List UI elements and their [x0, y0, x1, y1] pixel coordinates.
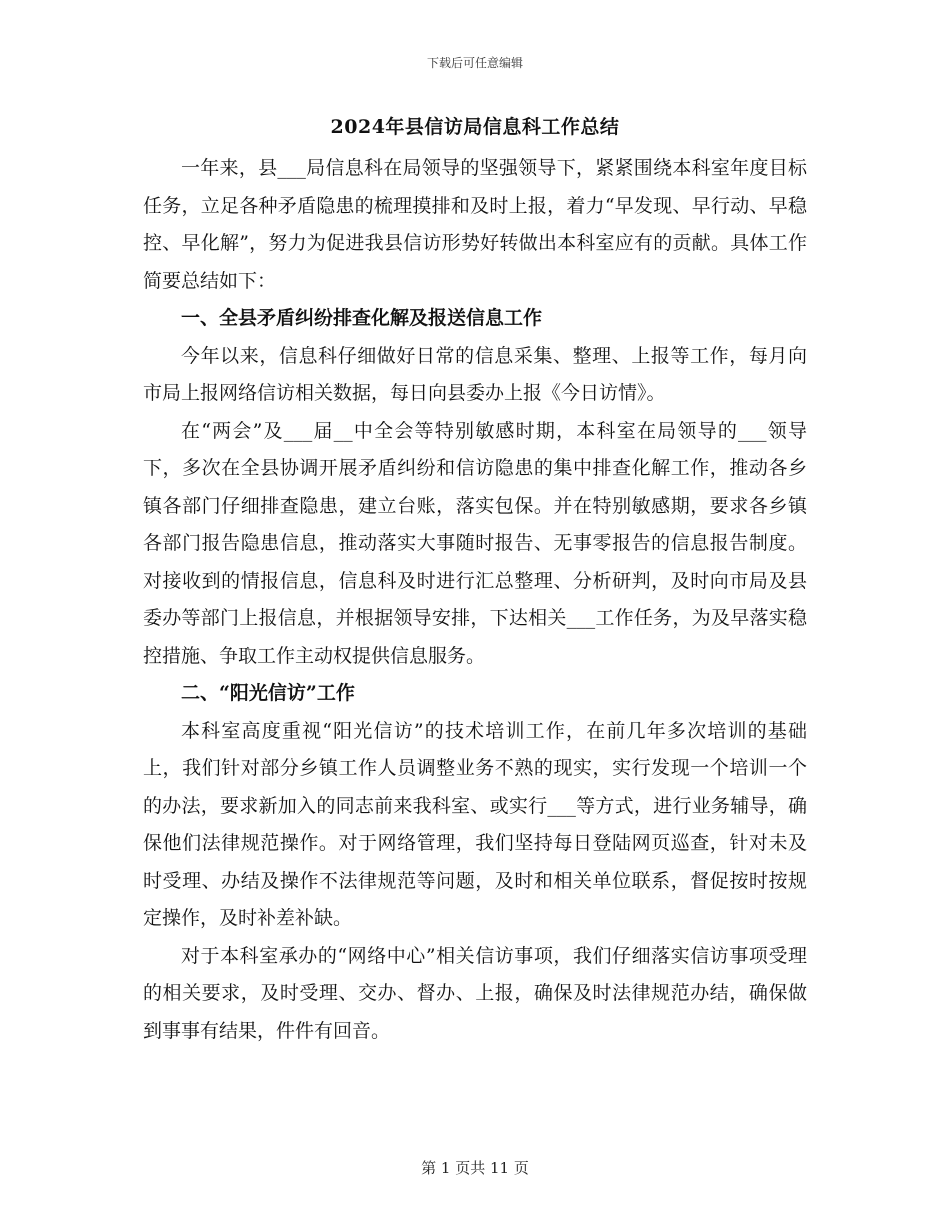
page-footer: 第 1 页共 11 页 [421, 1159, 529, 1177]
paragraph-section1-b: 在“两会”及___届__中全会等特别敏感时期，本科室在局领导的___领导下，多次在全县协调开展矛盾纠纷和信访隐患的集中排查化解工作，推动各乡镇各部门仔细排查隐患，建立台账，落实包保。并在特别敏感期，要求各乡镇各部门报告隐患信息，推动落实大事随时报告、无事零报告的信息报告制度。对接收到的情报信息，信息科及时进行汇总整理、分析研判，及时向市局及县委办等部门上报信息，并根据领导安排，下达相关___工作任务，为及早落实稳控措施、争取工作主动权提供信息服务。 [143, 419, 807, 667]
document-body [143, 150, 807, 1050]
header-note: 下载后可任意编辑 [426, 56, 523, 70]
section-heading-2: 二、“阳光信访”工作 [181, 682, 355, 704]
paragraph-section2-a: 本科室高度重视“阳光信访”的技术培训工作，在前几年多次培训的基础上，我们针对部分乡镇工作人员调整业务不熟的现实，实行发现一个培训一个的办法，要求新加入的同志前来我科室、或实行___等方式，进行业务辅导，确保他们法律规范操作。对于网络管理，我们坚持每日登陆网页巡查，针对未及时受理、办结及操作不法律规范等问题，及时和相关单位联系，督促按时按规定操作，及时补差补缺。 [143, 719, 807, 929]
paragraph-intro: 一年来，县___局信息科在局领导的坚强领导下，紧紧围绕本科室年度目标任务，立足各种矛盾隐患的梳理摸排和及时上报，着力“早发现、早行动、早稳控、早化解”，努力为促进我县信访形势好转做出本科室应有的贡献。具体工作简要总结如下： [143, 157, 807, 292]
paragraph-section2-b: 对于本科室承办的“网络中心”相关信访事项，我们仔细落实信访事项受理的相关要求，及时受理、交办、督办、上报，确保及时法律规范办结，确保做到事事有结果，件件有回音。 [143, 944, 807, 1042]
paragraph-section1-a: 今年以来，信息科仔细做好日常的信息采集、整理、上报等工作，每月向市局上报网络信访相关数据，每日向县委办上报《今日访情》。 [143, 344, 807, 404]
section-heading-1: 一、全县矛盾纠纷排查化解及报送信息工作 [181, 307, 543, 329]
document-title: 2024年县信访局信息科工作总结 [330, 116, 620, 138]
